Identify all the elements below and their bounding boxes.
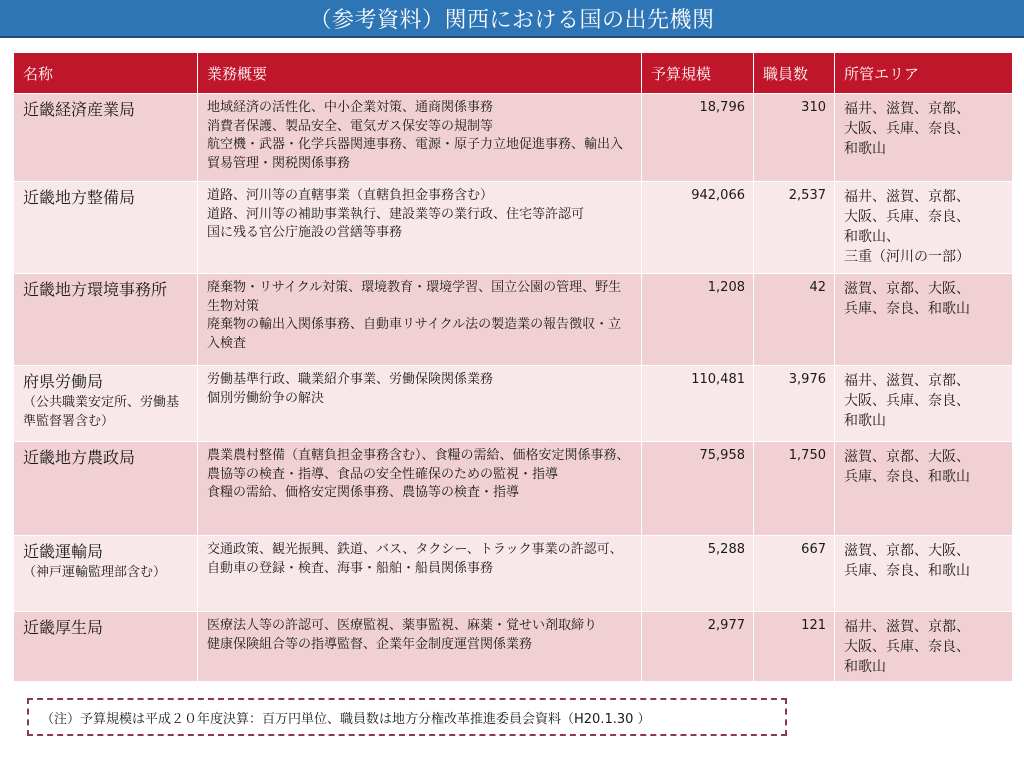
summary-cell	[198, 94, 642, 182]
summary-line: 道路、河川等の補助事業執行、建設業等の業行政、住宅等許認可	[207, 206, 585, 222]
area-cell	[835, 94, 1013, 182]
agency-name-cell	[14, 612, 198, 682]
area-line: 和歌山、	[844, 229, 900, 245]
budget-value: 942,066	[642, 182, 754, 274]
header-budget: 予算規模	[642, 53, 754, 94]
budget-value: 5,288	[642, 536, 754, 612]
area-line: 福井、滋賀、京都、	[844, 373, 970, 389]
table-header-row	[14, 53, 1013, 94]
summary-cell	[198, 274, 642, 366]
area-cell	[835, 182, 1013, 274]
summary-cell	[198, 366, 642, 442]
agency-name: 近畿地方環境事務所	[23, 280, 168, 299]
agency-subname: （神戸運輸監理部含む）	[23, 565, 167, 580]
staff-value: 3,976	[754, 366, 835, 442]
table-row	[14, 442, 1013, 536]
agency-name-cell	[14, 182, 198, 274]
summary-line: 道路、河川等の直轄事業（直轄負担金事務含む）	[207, 188, 494, 203]
budget-value: 1,208	[642, 274, 754, 366]
table-row	[14, 182, 1013, 274]
header-name: 名称	[14, 53, 198, 94]
area-line: 福井、滋賀、京都、	[844, 619, 970, 635]
staff-value: 42	[754, 274, 835, 366]
budget-value: 2,977	[642, 612, 754, 682]
table-row	[14, 366, 1013, 442]
summary-cell	[198, 536, 642, 612]
summary-line: 農業農村整備（直轄負担金事務含む）、食糧の需給、価格安定関係事務、農協等の検査・指導、食品の安全性確保のための監視・指導	[207, 448, 630, 482]
agency-name: 近畿厚生局	[23, 618, 104, 637]
area-line: 大阪、兵庫、奈良、	[844, 209, 970, 225]
summary-line: 消費者保護、製品安全、電気ガス保安等の規制等	[207, 118, 494, 134]
summary-line: 健康保険組合等の指導監督、企業年金制度運営関係業務	[207, 636, 533, 652]
area-line: 和歌山	[844, 659, 886, 675]
area-line: 福井、滋賀、京都、	[844, 101, 970, 117]
footnote-box	[27, 698, 787, 736]
summary-line: 国に残る官公庁施設の営繕等事務	[207, 225, 403, 240]
area-cell	[835, 442, 1013, 536]
agency-subname: （公共職業安定所、労働基準監督署含む）	[23, 395, 180, 429]
table-row	[14, 612, 1013, 682]
summary-line: 個別労働紛争の解決	[207, 390, 325, 406]
area-cell	[835, 612, 1013, 682]
staff-value: 310	[754, 94, 835, 182]
summary-line: 廃棄物の輸出入関係事務、自動車リサイクル法の製造業の報告徴収・立入検査	[207, 317, 622, 351]
area-line: 滋賀、京都、大阪、	[844, 543, 970, 559]
summary-line: 交通政策、観光振興、鉄道、バス、タクシー、トラック事業の許認可、自動車の登録・検査、海事・船舶・船員関係事務	[207, 542, 623, 576]
staff-value: 2,537	[754, 182, 835, 274]
summary-line: 航空機・武器・化学兵器関連事務、電源・原子力立地促進事務、輸出入貿易管理・関税関係事務	[207, 137, 624, 171]
budget-value: 18,796	[642, 94, 754, 182]
header-staff: 職員数	[754, 53, 835, 94]
summary-cell	[198, 442, 642, 536]
area-line: 福井、滋賀、京都、	[844, 189, 970, 205]
agency-name-cell	[14, 442, 198, 536]
area-line: 三重（河川の一部）	[844, 249, 970, 265]
agency-name: 近畿運輸局	[23, 542, 104, 561]
area-line: 兵庫、奈良、和歌山	[844, 563, 970, 579]
page-title: （参考資料）関西における国の出先機関	[309, 7, 715, 33]
agency-name-cell	[14, 274, 198, 366]
agency-name-cell	[14, 536, 198, 612]
staff-value: 121	[754, 612, 835, 682]
summary-line: 医療法人等の許認可、医療監視、薬事監視、麻薬・覚せい剤取締り	[207, 618, 598, 633]
area-line: 兵庫、奈良、和歌山	[844, 301, 970, 317]
agency-name-cell	[14, 366, 198, 442]
area-line: 和歌山	[844, 413, 886, 429]
area-line: 兵庫、奈良、和歌山	[844, 469, 970, 485]
area-cell	[835, 536, 1013, 612]
agency-name: 府県労働局	[23, 372, 104, 391]
summary-line: 食糧の需給、価格安定関係事務、農協等の検査・指導	[207, 485, 520, 500]
area-cell	[835, 366, 1013, 442]
budget-value: 110,481	[642, 366, 754, 442]
header-summary: 業務概要	[198, 53, 642, 94]
area-line: 滋賀、京都、大阪、	[844, 281, 970, 297]
area-line: 和歌山	[844, 141, 886, 157]
summary-line: 廃棄物・リサイクル対策、環境教育・環境学習、国立公園の管理、野生生物対策	[207, 280, 622, 314]
summary-line: 地域経済の活性化、中小企業対策、通商関係事務	[207, 100, 494, 115]
summary-line: 労働基準行政、職業紹介事業、労働保険関係業務	[207, 372, 494, 387]
title-bar	[0, 0, 1024, 38]
budget-value: 75,958	[642, 442, 754, 536]
agency-name: 近畿経済産業局	[23, 100, 136, 119]
staff-value: 1,750	[754, 442, 835, 536]
area-line: 大阪、兵庫、奈良、	[844, 121, 970, 137]
footnote-text: （注）予算規模は平成２０年度決算：百万円単位、職員数は地方分権改革推進委員会資料（H20.1.30 ）	[41, 711, 651, 727]
agency-name-cell	[14, 94, 198, 182]
table-row	[14, 274, 1013, 366]
table-row	[14, 94, 1013, 182]
area-line: 大阪、兵庫、奈良、	[844, 393, 970, 409]
area-cell	[835, 274, 1013, 366]
summary-cell	[198, 182, 642, 274]
area-line: 滋賀、京都、大阪、	[844, 449, 970, 465]
agency-name: 近畿地方整備局	[23, 188, 136, 207]
agency-name: 近畿地方農政局	[23, 448, 136, 467]
staff-value: 667	[754, 536, 835, 612]
summary-cell	[198, 612, 642, 682]
table-row	[14, 536, 1013, 612]
header-area: 所管エリア	[835, 53, 1013, 94]
agency-table	[13, 52, 1013, 682]
area-line: 大阪、兵庫、奈良、	[844, 639, 970, 655]
